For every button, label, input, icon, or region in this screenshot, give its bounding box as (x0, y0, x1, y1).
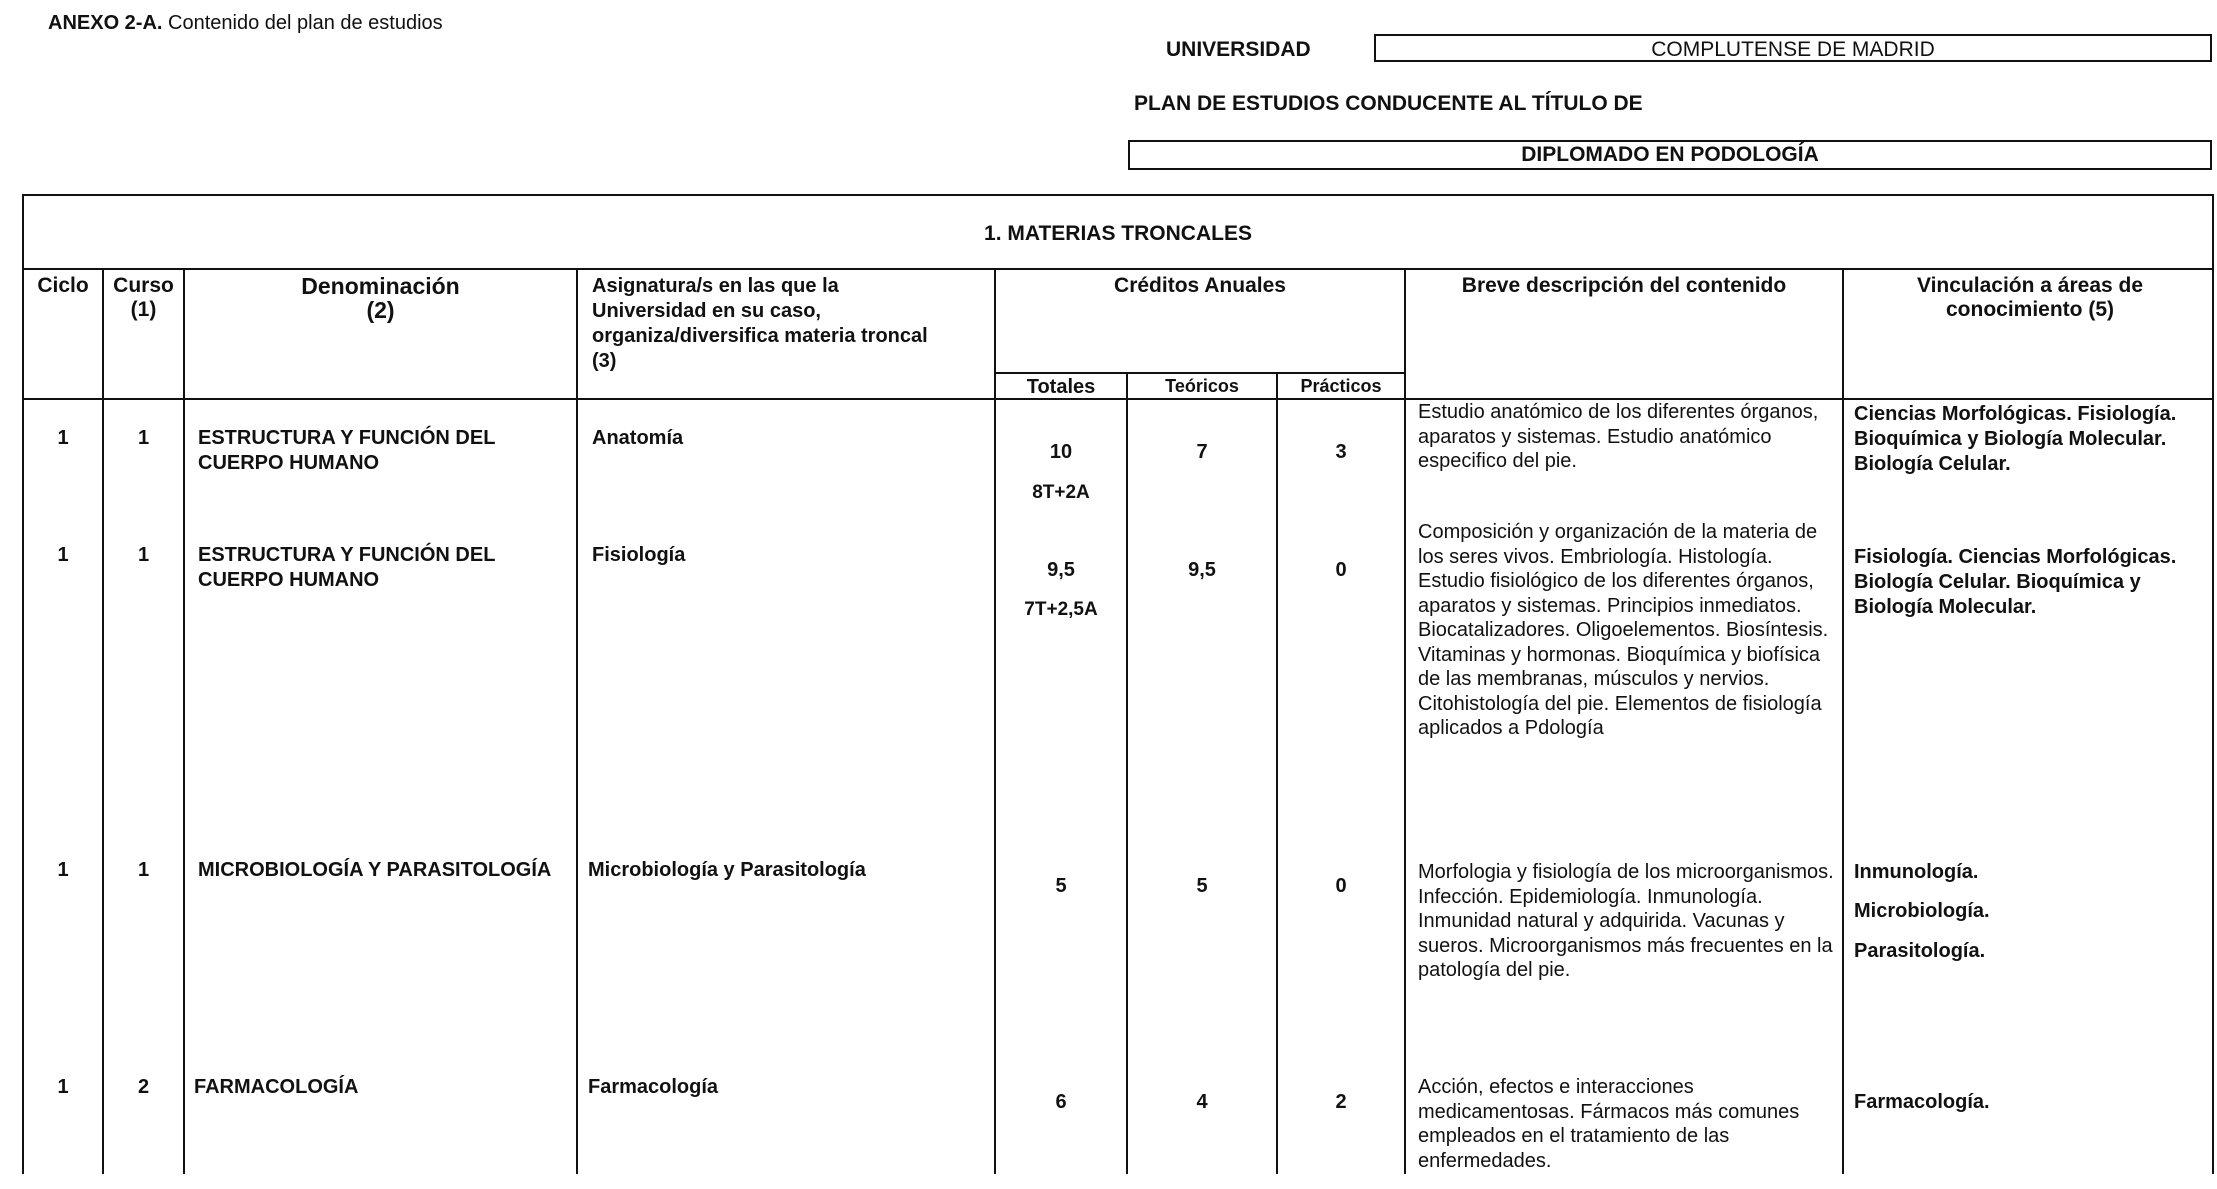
header-teoricos: Teóricos (1165, 376, 1239, 396)
row3-totales: 5 (1055, 875, 1067, 897)
row4-teoricos: 4 (1196, 1091, 1208, 1113)
row3-ciclo: 1 (57, 859, 69, 881)
row3-vinculacion-2: Parasitología. (1854, 940, 1986, 962)
row1-teoricos: 7 (1196, 441, 1208, 463)
row2-asignatura: Fisiología (592, 544, 686, 566)
col-rule-ciclo (102, 268, 104, 1174)
row1-curso: 1 (137, 427, 150, 449)
col-rule-practicos (1404, 268, 1406, 1174)
row4-denominacion: FARMACOLOGÍA (194, 1076, 359, 1098)
header-curso-note: (1) (130, 298, 157, 321)
header-totales: Totales (1026, 376, 1096, 398)
header-descripcion: Breve descripción del contenido (1461, 274, 1787, 297)
col-rule-curso (183, 268, 185, 1174)
annex-label: ANEXO 2-A. (48, 12, 163, 34)
university-name-box: COMPLUTENSE DE MADRID (1374, 34, 2212, 62)
row3-curso: 1 (137, 859, 150, 881)
row1-totales: 10 (1049, 441, 1073, 463)
row2-curso: 1 (137, 544, 150, 566)
row4-vinculacion: Farmacología. (1854, 1091, 1990, 1113)
row1-asignatura: Anatomía (592, 427, 684, 449)
row1-descripcion: Estudio anatómico de los diferentes órganos, aparatos y sistemas. Estudio anatómico especifico del pie. (1418, 401, 1819, 472)
col-rule-descripcion (1842, 268, 1844, 1174)
table-frame (22, 194, 2214, 1174)
row1-denominacion: ESTRUCTURA Y FUNCIÓN DEL CUERPO HUMANO (198, 427, 496, 474)
row4-asignatura: Farmacología (588, 1076, 719, 1098)
row2-totales: 9,5 (1047, 559, 1075, 581)
header-ciclo: Ciclo (37, 274, 89, 297)
header-asignaturas: Asignatura/s en las que la Universidad en su caso, organiza/diversifica materia troncal (3) (592, 275, 928, 372)
header-denominacion (185, 274, 576, 322)
row4-descripcion: Acción, efectos e interacciones medicamentosas. Fármacos más comunes empleados en el tratamiento de las enfermedades. (1418, 1076, 1800, 1172)
university-label: UNIVERSIDAD (1166, 38, 1311, 61)
plan-title: PLAN DE ESTUDIOS CONDUCENTE AL TÍTULO DE (1134, 92, 1643, 115)
row1-totales-detail: 8T+2A (1032, 482, 1090, 503)
row4-totales: 6 (1055, 1091, 1067, 1113)
header-practicos: Prácticos (1300, 376, 1382, 396)
row3-teoricos: 5 (1196, 875, 1208, 897)
section-title: 1. MATERIAS TRONCALES (984, 222, 1252, 245)
header-vinculacion: Vinculación a áreas de conocimiento (5) (1916, 274, 2144, 321)
row2-totales-detail: 7T+2,5A (1024, 599, 1098, 620)
row4-practicos: 2 (1335, 1091, 1347, 1113)
row2-practicos: 0 (1335, 559, 1347, 581)
header-curso (104, 274, 183, 322)
header-denominacion-note: (2) (366, 297, 395, 323)
annex-text: Contenido del plan de estudios (162, 12, 443, 34)
row2-teoricos: 9,5 (1188, 559, 1216, 581)
header-creditos: Créditos Anuales (1114, 274, 1286, 297)
degree-box: DIPLOMADO EN PODOLOGÍA (1128, 140, 2212, 170)
row2-ciclo: 1 (57, 544, 69, 566)
credits-subheader-rule (994, 372, 1404, 374)
row2-vinculacion: Fisiología. Ciencias Morfológicas. Biología Celular. Bioquímica y Biología Molecular. (1854, 546, 2177, 618)
header-curso-label: Curso (113, 274, 174, 297)
row2-descripcion: Composición y organización de la materia de los seres vivos. Embriología. Histología. Estudio fisiológico de los diferentes órganos, aparatos y sistemas. Principios inmediatos. Biocatalizadores. Oligoelementos. Biosíntesis. Vitaminas y hormonas. Bioquímica y biofísica de las membranas, músculos y nervios. Citohistología del pie. Elementos de fisiología aplicados a Pdología (1418, 521, 1829, 739)
row1-practicos: 3 (1335, 441, 1347, 463)
row1-vinculacion: Ciencias Morfológicas. Fisiología. Bioquímica y Biología Molecular. Biología Celular. (1854, 403, 2177, 475)
row3-vinculacion-1: Microbiología. (1854, 900, 1990, 922)
row3-descripcion: Morfologia y fisiología de los microorganismos. Infección. Epidemiología. Inmunología. Inmunidad natural y adquirida. Vacunas y sueros. Microorganismos más frecuentes en la patología del pie. (1418, 861, 1834, 981)
annex-title (48, 12, 443, 35)
header-top-rule (22, 268, 2214, 270)
col-rule-asignatura (994, 268, 996, 1174)
row1-ciclo: 1 (57, 427, 69, 449)
header-denominacion-label: Denominación (301, 273, 460, 299)
row3-vinculacion-0: Inmunología. (1854, 861, 1979, 883)
row3-denominacion: MICROBIOLOGÍA Y PARASITOLOGÍA (198, 859, 552, 881)
col-rule-denominacion (576, 268, 578, 1174)
row4-ciclo: 1 (57, 1076, 69, 1098)
row2-denominacion: ESTRUCTURA Y FUNCIÓN DEL CUERPO HUMANO (198, 544, 496, 591)
col-rule-teoricos (1276, 372, 1278, 1174)
row3-asignatura: Microbiología y Parasitología (588, 859, 866, 881)
row3-practicos: 0 (1335, 875, 1347, 897)
col-rule-totales (1126, 372, 1128, 1174)
row4-curso: 2 (137, 1076, 150, 1098)
